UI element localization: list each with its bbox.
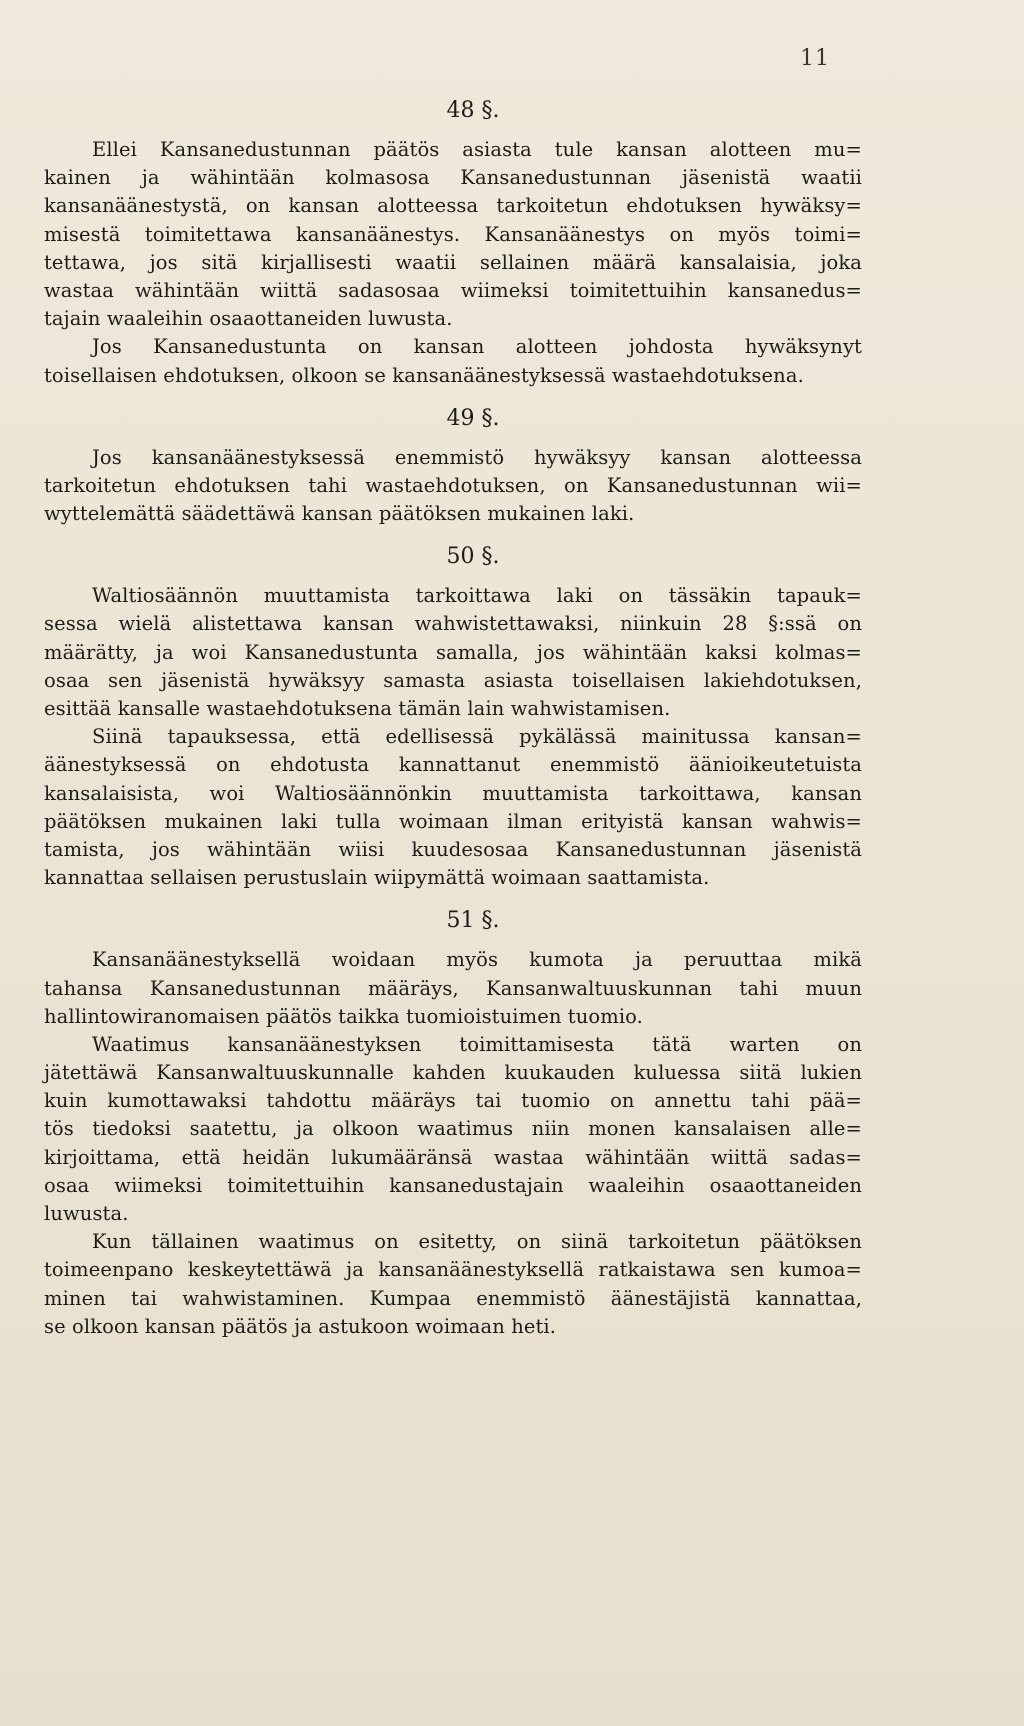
section-heading: 51 §. bbox=[446, 908, 500, 934]
text-line: minen tai wahwistaminen. Kumpaa enemmistö äänestäjistä kannattaa, bbox=[44, 1286, 862, 1310]
paragraph bbox=[44, 1228, 862, 1341]
paragraph bbox=[44, 582, 862, 723]
text-line: toisellaisen ehdotuksen, olkoon se kansanäänestyksessä wastaehdotuksena. bbox=[44, 363, 804, 387]
text-line: Kansanäänestyksellä woidaan myös kumota ja peruuttaa mikä bbox=[92, 948, 862, 972]
text-line: osaa wiimeksi toimitettuihin kansanedustajain waaleihin osaaottaneiden bbox=[44, 1173, 862, 1197]
text-line: Waltiosäännön muuttamista tarkoittawa laki on tässäkin tapauk= bbox=[92, 584, 862, 608]
text-line: kainen ja wähintään kolmasosa Kansanedustunnan jäsenistä waatii bbox=[44, 166, 862, 190]
text-line: sessa wielä alistettawa kansan wahwistettawaksi, niinkuin 28 §:ssä on bbox=[44, 612, 862, 636]
text-line: kansanäänestystä, on kansan alotteessa tarkoitetun ehdotuksen hywäksy= bbox=[44, 194, 862, 218]
section-48 bbox=[44, 96, 862, 390]
section-heading: 48 §. bbox=[446, 98, 500, 123]
text-line: Siinä tapauksessa, että edellisessä pykälässä mainitussa kansan= bbox=[92, 725, 862, 749]
paragraph bbox=[44, 136, 862, 333]
text-line: tamista, jos wähintään wiisi kuudesosaa Kansanedustunnan jäsenistä bbox=[44, 837, 862, 861]
text-line: luwusta. bbox=[44, 1202, 129, 1225]
text-line: määrätty, ja woi Kansanedustunta samalla, jos wähintään kaksi kolmas= bbox=[44, 640, 862, 664]
text-line: kannattaa sellaisen perustuslain wiipymättä woimaan saattamista. bbox=[44, 866, 710, 890]
text-line: Kun tällainen waatimus on esitetty, on siinä tarkoitetun päätöksen bbox=[92, 1230, 862, 1254]
text-line: kuin kumottawaksi tahdottu määräys tai tuomio on annettu tahi pää= bbox=[44, 1089, 862, 1113]
text-line: misestä toimitettawa kansanäänestys. Kansanäänestys on myös toimi= bbox=[44, 222, 862, 246]
paragraph bbox=[44, 333, 862, 389]
text-line: kansalaisista, woi Waltiosäännönkin muuttamista tarkoittawa, kansan bbox=[44, 781, 862, 805]
text-line: Jos kansanäänestyksessä enemmistö hywäksyy kansan alotteessa bbox=[92, 445, 862, 469]
section-heading: 49 §. bbox=[446, 405, 500, 431]
text-line: esittää kansalle wastaehdotuksena tämän lain wahwistamisen. bbox=[44, 697, 671, 720]
text-line: hallintowiranomaisen päätös taikka tuomioistuimen tuomio. bbox=[44, 1004, 643, 1028]
section-heading: 50 §. bbox=[446, 544, 500, 570]
text-line: Ellei Kansanedustunnan päätös asiasta tule kansan alotteen mu= bbox=[92, 138, 862, 161]
text-line: kirjoittama, että heidän lukumääränsä wastaa wähintään wiittä sadas= bbox=[44, 1145, 862, 1169]
text-line: tettawa, jos sitä kirjallisesti waatii sellainen määrä kansalaisia, joka bbox=[44, 250, 862, 274]
section-50 bbox=[44, 542, 862, 892]
text-line: wastaa wähintään wiittä sadasosaa wiimeksi toimitettuihin kansanedus= bbox=[44, 278, 862, 302]
text-line: toimeenpano keskeytettäwä ja kansanäänestyksellä ratkaistawa sen kumoa= bbox=[44, 1258, 862, 1282]
paragraph bbox=[44, 1031, 862, 1228]
section-51 bbox=[44, 906, 862, 1341]
section-49 bbox=[44, 404, 862, 529]
text-line: tös tiedoksi saatettu, ja olkoon waatimus niin monen kansalaisen alle= bbox=[44, 1117, 862, 1141]
text-line: Waatimus kansanäänestyksen toimittamisesta tätä warten on bbox=[92, 1032, 862, 1056]
text-line: wyttelemättä säädettäwä kansan päätöksen mukainen laki. bbox=[44, 502, 635, 526]
text-line: tarkoitetun ehdotuksen tahi wastaehdotuksen, on Kansanedustunnan wii= bbox=[44, 473, 862, 497]
text-line: se olkoon kansan päätös ja astukoon woimaan heti. bbox=[44, 1314, 557, 1338]
text-line: tajain waaleihin osaaottaneiden luwusta. bbox=[44, 307, 453, 331]
document-body bbox=[44, 96, 862, 1355]
paragraph bbox=[44, 946, 862, 1031]
paragraph bbox=[44, 444, 862, 529]
text-line: jätettäwä Kansanwaltuuskunnalle kahden kuukauden kuluessa siitä lukien bbox=[44, 1061, 862, 1085]
page-number: 11 bbox=[800, 46, 830, 71]
text-line: tahansa Kansanedustunnan määräys, Kansanwaltuuskunnan tahi muun bbox=[44, 976, 862, 1000]
paragraph bbox=[44, 723, 862, 892]
text-line: osaa sen jäsenistä hywäksyy samasta asiasta toisellaisen lakiehdotuksen, bbox=[44, 668, 862, 692]
text-line: Jos Kansanedustunta on kansan alotteen johdosta hywäksynyt bbox=[92, 335, 862, 359]
text-line: päätöksen mukainen laki tulla woimaan ilman erityistä kansan wahwis= bbox=[44, 809, 862, 833]
text-line: äänestyksessä on ehdotusta kannattanut enemmistö äänioikeutetuista bbox=[44, 753, 862, 777]
